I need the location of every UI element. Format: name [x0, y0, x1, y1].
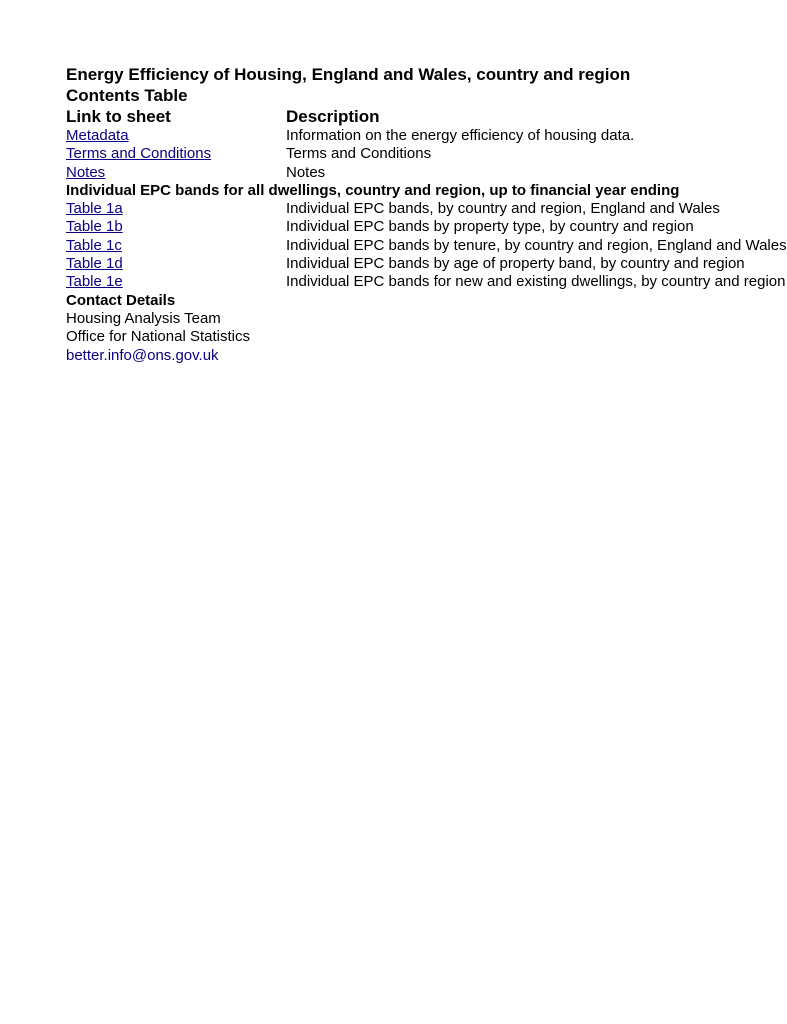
contact-office: Office for National Statistics: [66, 328, 250, 346]
contact-team: Housing Analysis Team: [66, 309, 221, 327]
table-1a-description: Individual EPC bands, by country and region, England and Wales: [286, 200, 720, 218]
notes-description: Notes: [286, 163, 326, 181]
table-1d-description: Individual EPC bands by age of property band, by country and region: [286, 255, 745, 273]
terms-and-conditions-link[interactable]: Terms and Conditions: [66, 145, 212, 163]
contents-row-table-1c: [66, 236, 787, 255]
description-header: Description: [286, 107, 380, 126]
contents-row-table-1d: [66, 255, 745, 273]
contents-row-table-1a: [66, 200, 720, 218]
contact-email-row: [66, 347, 667, 365]
contents-row-terms: [66, 145, 667, 163]
contents-row-metadata: [66, 127, 667, 145]
contents-sheet: [66, 64, 787, 365]
contents-row-table-1e: [66, 273, 786, 291]
section-heading: Individual EPC bands for all dwellings, country and region, up to financial year ending: [66, 181, 680, 199]
contact-email-link[interactable]: better.info@ons.gov.uk: [66, 346, 219, 364]
table-1c-description: Individual EPC bands by tenure, by country and region, England and Wales: [286, 236, 787, 254]
table-1e-link[interactable]: Table 1e: [66, 273, 123, 291]
column-headers: [66, 106, 667, 127]
contents-table-heading: Contents Table: [66, 86, 188, 105]
metadata-link[interactable]: Metadata: [66, 127, 129, 144]
table-1b-link[interactable]: Table 1b: [66, 218, 123, 236]
contents-row-notes: [66, 164, 667, 182]
table-1d-link[interactable]: Table 1d: [66, 255, 123, 273]
metadata-description: Information on the energy efficiency of housing data.: [286, 127, 635, 144]
table-1c-link[interactable]: Table 1c: [66, 236, 122, 254]
table-1e-description: Individual EPC bands for new and existing dwellings, by country and region: [286, 273, 786, 291]
sheet-title: Energy Efficiency of Housing, England and Wales, country and region: [66, 65, 631, 84]
terms-and-conditions-description: Terms and Conditions: [286, 145, 432, 163]
contents-row-table-1b: [66, 218, 694, 236]
contact-details-heading: Contact Details: [66, 291, 176, 309]
notes-link[interactable]: Notes: [66, 163, 106, 181]
table-1b-description: Individual EPC bands by property type, by country and region: [286, 218, 694, 236]
table-1a-link[interactable]: Table 1a: [66, 200, 123, 218]
link-to-sheet-header: Link to sheet: [66, 107, 171, 126]
